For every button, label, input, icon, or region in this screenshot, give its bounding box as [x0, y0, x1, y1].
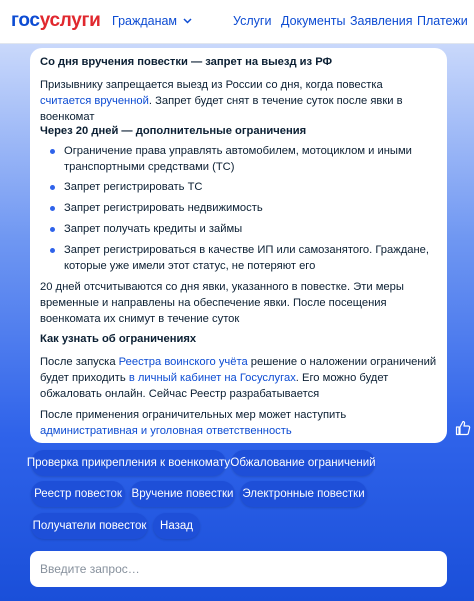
exit-ban-text-b: . Запрет будет снят в течение суток после явки в военкомат: [40, 95, 403, 123]
query-input-container: [30, 551, 447, 587]
role-label: Гражданам: [112, 14, 178, 28]
chip-electronic-summons[interactable]: Электронные повестки: [240, 481, 367, 507]
top-header: [0, 0, 474, 44]
chip-summons-recipients[interactable]: Получатели повесток: [31, 513, 148, 539]
thumbs-up-icon[interactable]: [455, 420, 471, 436]
section-title-how-to-know: Как узнать об ограничениях: [40, 333, 197, 345]
liability-text: [40, 407, 437, 439]
nav-services[interactable]: Услуги: [233, 14, 272, 28]
chip-appeal-restrictions[interactable]: Обжалование ограничений: [231, 450, 375, 476]
chevron-down-icon: [183, 18, 192, 24]
section-title-additional: Через 20 дней — дополнительные ограничения: [40, 125, 307, 137]
section-title-exit-ban: Со дня вручения повестки — запрет на выезд из РФ: [40, 56, 333, 68]
assistant-message: [30, 48, 447, 443]
list-item: Запрет регистрировать ТС: [40, 179, 437, 195]
query-input[interactable]: [30, 551, 447, 587]
restrictions-footnote: 20 дней отсчитываются со дня явки, указанного в повестке. Эти меры временные и направлены на обеспечение явки. После посещения военкомата их снимут в течение суток: [40, 281, 404, 325]
chip-check-attachment[interactable]: Проверка прикрепления к военкомату: [31, 450, 226, 476]
logo-part-gos: гос: [11, 10, 40, 31]
nav-payments[interactable]: Платежи: [417, 14, 468, 28]
how-to-know-text-c: . Его можно будет обжаловать онлайн. Сейчас Реестр разрабатывается: [40, 372, 389, 400]
list-item: Запрет получать кредиты и займы: [40, 221, 437, 237]
link-personal-account[interactable]: в личный кабинет на Госуслугах: [128, 372, 296, 384]
chip-back[interactable]: Назад: [153, 513, 200, 539]
exit-ban-text: [40, 77, 437, 125]
link-military-registry[interactable]: Реестра воинского учёта: [118, 356, 248, 368]
how-to-know-text-b: решение о наложении ограничений будет приходить: [40, 356, 437, 384]
gosuslugi-logo[interactable]: [11, 10, 101, 32]
list-item: Запрет регистрировать недвижимость: [40, 200, 437, 216]
exit-ban-text-a: Призывнику запрещается выезд из России со дня, когда повестка: [40, 79, 383, 91]
how-to-know-text-a: После запуска: [40, 356, 119, 368]
chip-summons-delivery[interactable]: Вручение повестки: [130, 481, 235, 507]
nav-applications[interactable]: Заявления: [350, 14, 413, 28]
restrictions-list: [40, 143, 437, 274]
logo-part-uslugi: услуги: [39, 10, 101, 31]
nav-documents[interactable]: Документы: [281, 14, 346, 28]
liability-text-a: После применения ограничительных мер может наступить: [40, 409, 347, 421]
chip-summons-registry[interactable]: Реестр повесток: [31, 481, 125, 507]
role-selector[interactable]: [112, 14, 192, 28]
link-considered-delivered[interactable]: считается врученной: [40, 95, 149, 107]
list-item: Ограничение права управлять автомобилем, мотоциклом и иными транспортными средствами (ТС): [40, 143, 437, 175]
how-to-know-text: [40, 354, 437, 402]
link-liability[interactable]: административная и уголовная ответственность: [40, 425, 292, 437]
list-item: Запрет регистрироваться в качестве ИП или самозанятого. Граждане, которые уже имели этот статус, не потеряют его: [40, 242, 437, 274]
